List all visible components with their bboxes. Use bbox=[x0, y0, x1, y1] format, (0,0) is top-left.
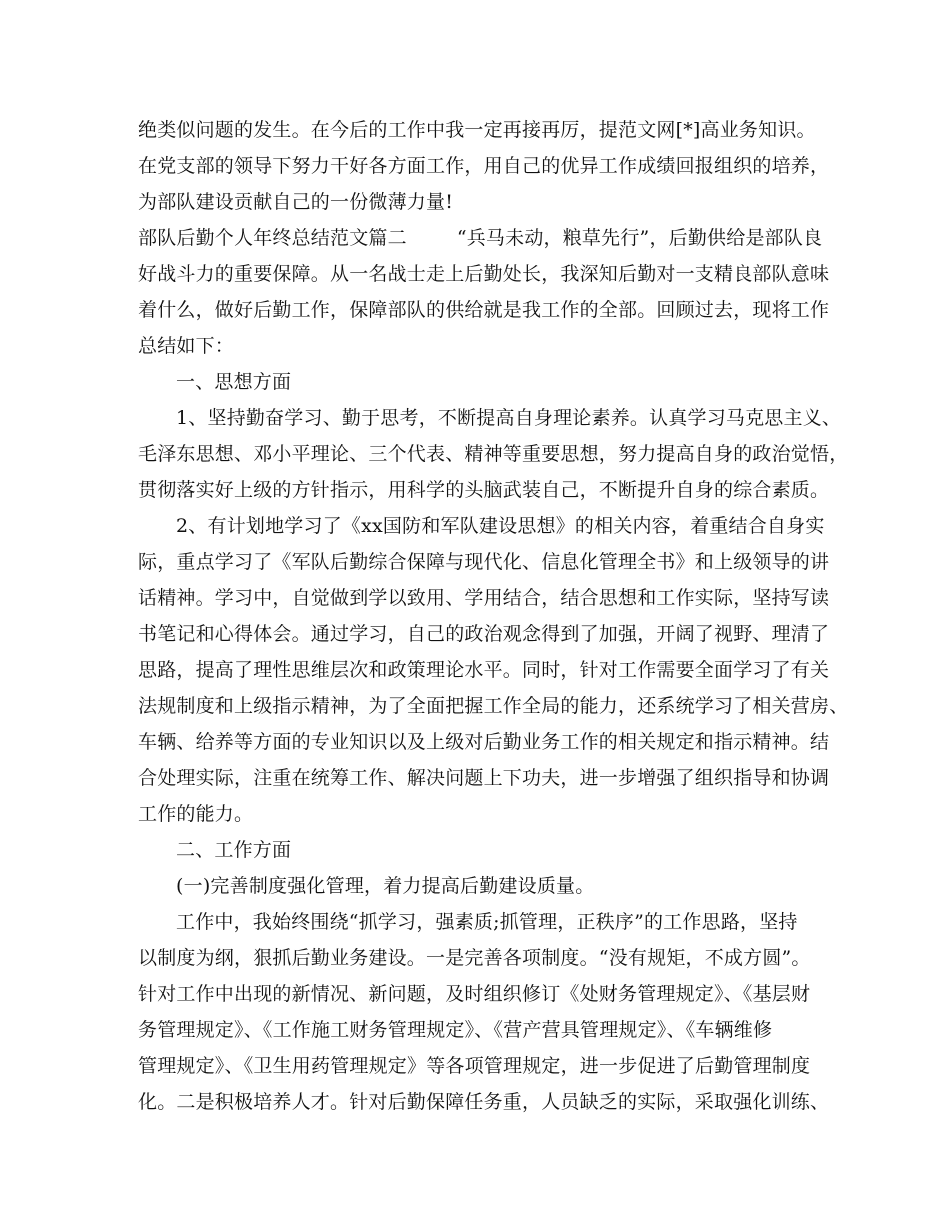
paragraph-line: 针对工作中出现的新情况、新问题，及时组织修订《处财务管理规定》、《基层财 bbox=[138, 983, 811, 1005]
paragraph-line: 车辆、给养等方面的专业知识以及上级对后勤业务工作的相关规定和指示精神。结 bbox=[138, 731, 830, 753]
paragraph-line: 工作的能力。 bbox=[138, 803, 254, 825]
paragraph-line: 法规制度和上级指示精神，为了全面把握工作全局的能力，还系统学习了相关营房、 bbox=[138, 695, 849, 717]
subheading-thought: 一、思想方面 bbox=[176, 371, 292, 393]
paragraph-line: 务管理规定》、《工作施工财务管理规定》、《营产营具管理规定》、《车辆维修 bbox=[138, 1019, 773, 1041]
paragraph-line: 为部队建设贡献自己的一份微薄力量! bbox=[138, 191, 454, 213]
paragraph-line: 总结如下： bbox=[138, 335, 235, 357]
paragraph-line: 管理规定》、《卫生用药管理规定》等各项管理规定，进一步促进了后勤管理制度 bbox=[138, 1055, 811, 1077]
paragraph-line: 着什么，做好后勤工作，保障部队的供给就是我工作的全部。回顾过去，现将工作 bbox=[138, 299, 830, 321]
paragraph-line: 化。二是积极培养人才。针对后勤保障任务重，人员缺乏的实际，采取强化训练、 bbox=[138, 1091, 830, 1113]
paragraph-line: 好战斗力的重要保障。从一名战士走上后勤处长，我深知后勤对一支精良部队意味 bbox=[138, 263, 830, 285]
paragraph-line: 以制度为纲，狠抓后勤业务建设。一是完善各项制度。“没有规矩，不成方圆”。 bbox=[138, 947, 811, 969]
paragraph-line: 1、坚持勤奋学习、勤于思考，不断提高自身理论素养。认真学习马克思主义、 bbox=[176, 407, 842, 429]
section-heading-line bbox=[138, 226, 822, 250]
subheading-item-1: (一)完善制度强化管理，着力提高后勤建设质量。 bbox=[176, 875, 595, 897]
paragraph-line: 际，重点学习了《军队后勤综合保障与现代化、信息化管理全书》和上级领导的讲 bbox=[138, 551, 830, 573]
paragraph-line: 话精神。学习中，自觉做到学以致用、学用结合，结合思想和工作实际，坚持写读 bbox=[138, 587, 830, 609]
paragraph-line: 思路，提高了理性思维层次和政策理论水平。同时，针对工作需要全面学习了有关 bbox=[138, 659, 830, 681]
paragraph-line: 合处理实际，注重在统筹工作、解决问题上下功夫，进一步增强了组织指导和协调 bbox=[138, 767, 830, 789]
subheading-work: 二、工作方面 bbox=[176, 839, 292, 861]
paragraph-text: “兵马未动，粮草先行”，后勤供给是部队良 bbox=[456, 227, 823, 249]
paragraph-line: 毛泽东思想、邓小平理论、三个代表、精神等重要思想，努力提高自身的政治觉悟， bbox=[138, 443, 849, 465]
paragraph-line: 书笔记和心得体会。通过学习，自己的政治观念得到了加强，开阔了视野、理清了 bbox=[138, 623, 830, 645]
paragraph-line: 贯彻落实好上级的方针指示，用科学的头脑武装自己，不断提升自身的综合素质。 bbox=[138, 479, 830, 501]
section-title: 部队后勤个人年终总结范文篇二 bbox=[138, 227, 407, 249]
paragraph-line: 在党支部的领导下努力干好各方面工作，用自己的优异工作成绩回报组织的培养， bbox=[138, 155, 830, 177]
paragraph-line: 工作中，我始终围绕“抓学习，强素质;抓管理，正秩序”的工作思路，坚持 bbox=[176, 911, 798, 933]
paragraph-line: 2、有计划地学习了《xx国防和军队建设思想》的相关内容，着重结合自身实 bbox=[176, 515, 825, 537]
paragraph-line: 绝类似问题的发生。在今后的工作中我一定再接再厉，提范文网[*]高业务知识。 bbox=[138, 119, 816, 141]
